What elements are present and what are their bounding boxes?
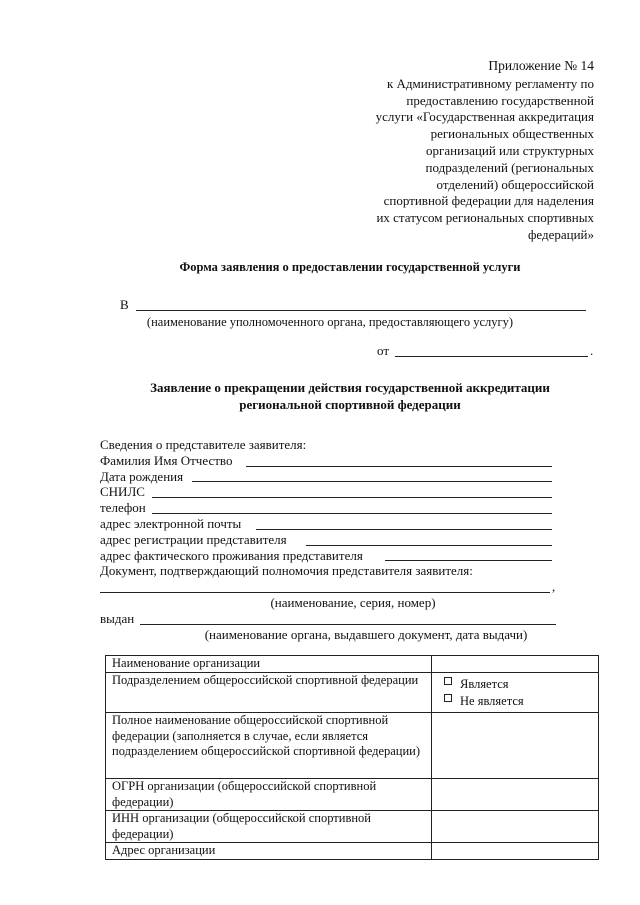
ogrn-cell[interactable] bbox=[432, 779, 599, 811]
field-label: Дата рождения bbox=[100, 469, 186, 484]
authority-document-line bbox=[100, 579, 560, 595]
field-registration-address bbox=[100, 532, 560, 548]
field-phone bbox=[100, 500, 560, 516]
checkbox-icon[interactable] bbox=[444, 694, 452, 702]
field-label: Фамилия Имя Отчество bbox=[100, 453, 235, 468]
representative-heading bbox=[100, 437, 560, 453]
table-row bbox=[106, 713, 599, 779]
table-row bbox=[106, 673, 599, 713]
field-label: адрес регистрации представителя bbox=[100, 532, 290, 547]
sender-field[interactable] bbox=[395, 356, 588, 357]
appendix-line: их статусом региональных спортивных bbox=[376, 210, 594, 226]
issued-by-input[interactable] bbox=[140, 624, 556, 625]
full-name-federation-label: Полное наименование общероссийской спортивной федерации (заполняется в случае, если является подразделением общероссийской спортивной федерации) bbox=[106, 713, 432, 779]
appendix-line: федераций» bbox=[527, 226, 594, 242]
sender-trailing-dot: . bbox=[590, 343, 594, 358]
appendix-header bbox=[294, 58, 594, 244]
table-row bbox=[106, 779, 599, 811]
actual-address-input[interactable] bbox=[385, 560, 552, 561]
full-name-federation-cell[interactable] bbox=[432, 713, 599, 779]
issued-by-caption-row bbox=[100, 627, 560, 643]
appendix-line: отделений) общероссийской bbox=[436, 176, 594, 192]
field-label: адрес электронной почты bbox=[100, 516, 244, 531]
form-title: Форма заявления о предоставлении государственной услуги bbox=[179, 260, 521, 274]
phone-input[interactable] bbox=[152, 513, 552, 514]
representative-heading-text: Сведения о представителе заявителя: bbox=[100, 437, 307, 452]
sender-row bbox=[377, 343, 597, 359]
org-name-cell[interactable] bbox=[432, 656, 599, 673]
field-label: выдан bbox=[100, 611, 137, 626]
issued-by-caption: (наименование органа, выдавшего документ, дата выдачи) bbox=[204, 626, 528, 642]
field-label: Документ, подтверждающий полномочия представителя заявителя: bbox=[100, 563, 476, 578]
sender-label: от bbox=[377, 343, 390, 358]
subdivision-label: Подразделением общероссийской спортивной федерации bbox=[106, 673, 432, 713]
authority-document-caption-row bbox=[100, 595, 560, 611]
email-input[interactable] bbox=[256, 529, 552, 530]
birth-date-input[interactable] bbox=[192, 481, 552, 482]
address-label: Адрес организации bbox=[106, 843, 432, 860]
recipient-row bbox=[120, 297, 590, 313]
appendix-line: к Административному регламенту по bbox=[386, 75, 594, 91]
organization-table bbox=[105, 655, 599, 860]
field-actual-address bbox=[100, 548, 560, 564]
ogrn-label: ОГРН организации (общероссийской спортивной федерации) bbox=[106, 779, 432, 811]
appendix-line: спортивной федерации для наделения bbox=[383, 193, 594, 209]
table-row bbox=[106, 656, 599, 673]
appendix-line: подразделений (региональных bbox=[425, 159, 594, 175]
recipient-label: В bbox=[120, 297, 129, 312]
checkbox-icon[interactable] bbox=[444, 677, 452, 685]
appendix-line: предоставлению государственной bbox=[406, 92, 594, 108]
field-label: телефон bbox=[100, 500, 149, 515]
table-row bbox=[106, 811, 599, 843]
appendix-line: организаций или структурных bbox=[426, 142, 594, 158]
full-name-input[interactable] bbox=[246, 466, 552, 467]
recipient-field[interactable] bbox=[136, 310, 586, 311]
authority-document-trailing: , bbox=[552, 579, 556, 595]
inn-cell[interactable] bbox=[432, 811, 599, 843]
statement-title bbox=[0, 379, 640, 413]
option-is-not[interactable] bbox=[438, 693, 592, 710]
recipient-caption: (наименование уполномоченного органа, предоставляющего услугу) bbox=[146, 315, 514, 329]
field-snils bbox=[100, 484, 560, 500]
field-birth-date bbox=[100, 469, 560, 485]
representative-section bbox=[100, 437, 560, 642]
appendix-line: услуги «Государственная аккредитация bbox=[375, 109, 594, 125]
snils-input[interactable] bbox=[152, 497, 552, 498]
org-name-label: Наименование организации bbox=[106, 656, 432, 673]
field-issued-by bbox=[100, 611, 560, 627]
option-is[interactable] bbox=[438, 676, 592, 693]
registration-address-input[interactable] bbox=[306, 545, 552, 546]
field-email bbox=[100, 516, 560, 532]
address-cell[interactable] bbox=[432, 843, 599, 860]
authority-document-caption: (наименование, серия, номер) bbox=[270, 594, 436, 610]
field-label: адрес фактического проживания представителя bbox=[100, 548, 366, 563]
field-full-name bbox=[100, 453, 560, 469]
field-label: СНИЛС bbox=[100, 484, 148, 499]
authority-document-input[interactable] bbox=[100, 592, 550, 593]
statement-title-line: региональной спортивной федерации bbox=[239, 397, 461, 412]
option-label: Является bbox=[460, 677, 509, 691]
inn-label: ИНН организации (общероссийской спортивной федерации) bbox=[106, 811, 432, 843]
appendix-line: региональных общественных bbox=[430, 126, 594, 142]
subdivision-options bbox=[432, 673, 599, 713]
appendix-number: Приложение № 14 bbox=[488, 58, 594, 73]
statement-title-line: Заявление о прекращении действия государственной аккредитации bbox=[150, 380, 550, 395]
option-label: Не является bbox=[460, 694, 524, 708]
table-row bbox=[106, 843, 599, 860]
field-authority-document bbox=[100, 563, 560, 579]
